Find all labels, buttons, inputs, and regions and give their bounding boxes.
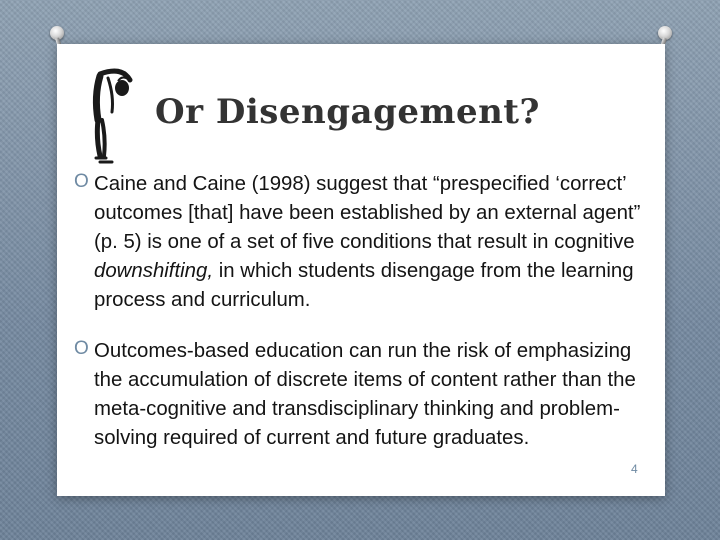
- bullet-text: [94, 170, 654, 315]
- bullet-text-segment: Caine and Caine (1998) suggest that “prespecified ‘correct’ outcomes [that] have been established by an external agent” (p. 5) is one of a set of five conditions that result in cognitive: [94, 173, 641, 253]
- bullet-list: [74, 170, 654, 475]
- page-number: 4: [631, 462, 638, 476]
- bullet-marker: O: [74, 338, 89, 359]
- bullet-text-segment: Outcomes-based education can run the risk of emphasizing the accumulation of discrete items of content rather than the meta-cognitive and transdisciplinary thinking and problem-solving required of current and future graduates.: [94, 340, 636, 449]
- bullet-text-segment: in which students disengage from the learning process and curriculum.: [94, 260, 634, 311]
- pushpin-icon: [50, 26, 64, 40]
- bullet-item: [74, 170, 654, 315]
- bullet-text: [94, 337, 654, 453]
- bullet-text-emphasis: downshifting,: [94, 260, 214, 282]
- slumped-figure-icon: [88, 64, 148, 170]
- bullet-marker: O: [74, 171, 89, 192]
- slide-title: Or Disengagement?: [155, 92, 540, 132]
- bullet-item: [74, 337, 654, 453]
- pushpin-icon: [658, 26, 672, 40]
